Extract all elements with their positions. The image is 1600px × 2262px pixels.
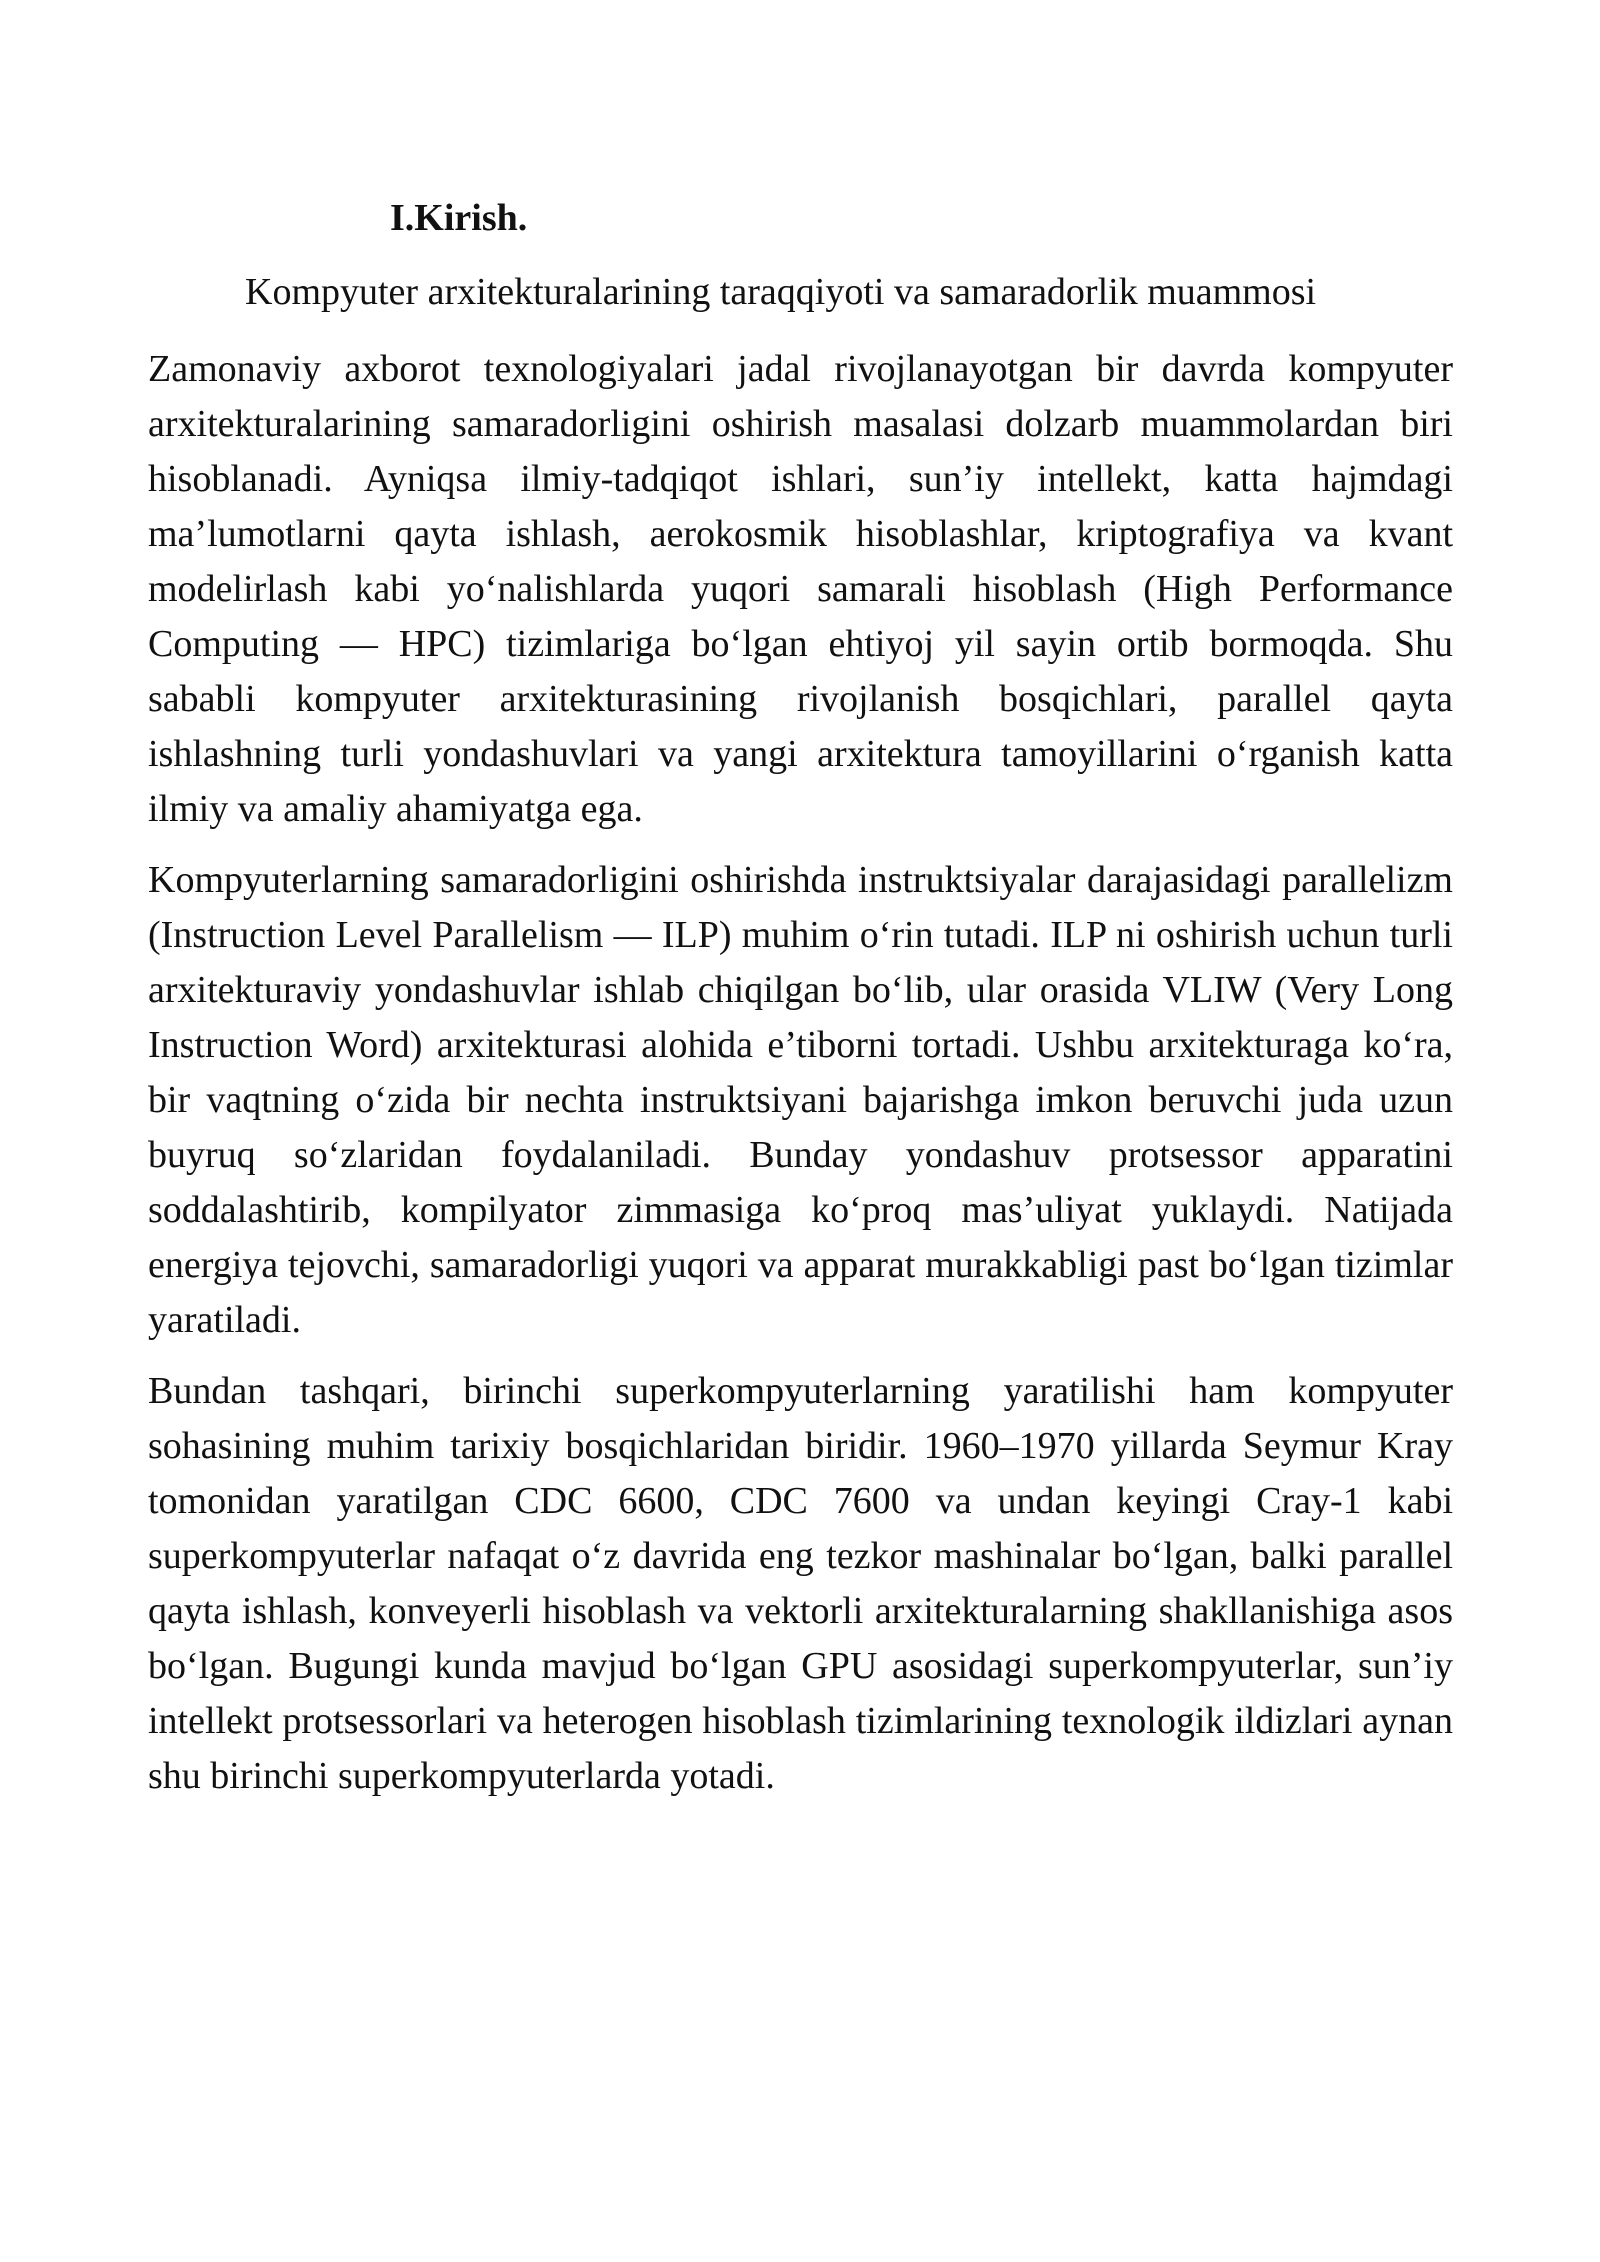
paragraph-1: Zamonaviy axborot texnologiyalari jadal rivojlanayotgan bir davrda kompyuter arxitekturalarining samaradorligini oshirish masalasi dolzarb muammolardan biri hisoblanadi. Ayniqsa ilmiy-tadqiqot ishlari, sun’iy intellekt, katta hajmdagi ma’lumotlarni qayta ishlash, aerokosmik hisoblashlar, kriptografiya va kvant modelirlash kabi yo‘nalishlarda yuqori samarali hisoblash (High Performance Computing — HPC) tizimlariga bo‘lgan ehtiyoj yil sayin ortib bormoqda. Shu sababli kompyuter arxitekturasining rivojlanish bosqichlari, parallel qayta ishlashning turli yondashuvlari va yangi arxitektura tamoyillarini o‘rganish katta ilmiy va amaliy ahamiyatga ega. — [148, 348, 1453, 830]
section-heading: I.Kirish. — [390, 197, 528, 239]
paragraph-3: Bundan tashqari, birinchi superkompyuterlarning yaratilishi ham kompyuter sohasining muhim tarixiy bosqichlaridan biridir. 1960–1970 yillarda Seymur Kray tomonidan yaratilgan CDC 6600, CDC 7600 va undan keyingi Cray-1 kabi superkompyuterlar nafaqat o‘z davrida eng tezkor mashinalar bo‘lgan, balki parallel qayta ishlash, konveyerli hisoblash va vektorli arxitekturalarning shakllanishiga asos bo‘lgan. Bugungi kunda mavjud bo‘lgan GPU asosidagi superkompyuterlar, sun’iy intellekt protsessorlari va heterogen hisoblash tizimlarining texnologik ildizlari aynan shu birinchi superkompyuterlarda yotadi. — [148, 1370, 1453, 1797]
document-body — [148, 342, 1453, 1820]
section-subtitle: Kompyuter arxitekturalarining taraqqiyoti va samaradorlik muammosi — [245, 271, 1317, 313]
paragraph-2: Kompyuterlarning samaradorligini oshirishda instruktsiyalar darajasidagi parallelizm (Instruction Level Parallelism — ILP) muhim o‘rin tutadi. ILP ni oshirish uchun turli arxitekturaviy yondashuvlar ishlab chiqilgan bo‘lib, ular orasida VLIW (Very Long Instruction Word) arxitekturasi alohida e’tiborni tortadi. Ushbu arxitekturaga ko‘ra, bir vaqtning o‘zida bir nechta instruktsiyani bajarishga imkon beruvchi juda uzun buyruq so‘zlaridan foydalaniladi. Bunday yondashuv protsessor apparatini soddalashtirib, kompilyator zimmasiga ko‘proq mas’uliyat yuklaydi. Natijada energiya tejovchi, samaradorligi yuqori va apparat murakkabligi past bo‘lgan tizimlar yaratiladi. — [148, 859, 1453, 1341]
